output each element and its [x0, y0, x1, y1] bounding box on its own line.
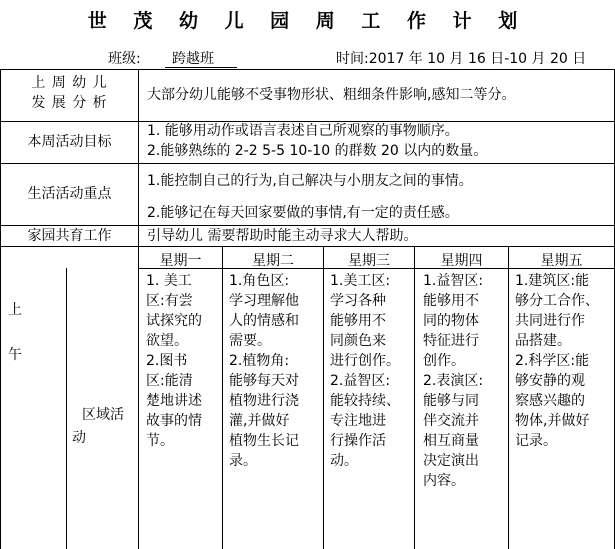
schedule-line: 学习各种 — [330, 293, 386, 309]
period-column-divider — [66, 268, 67, 549]
schedule-line: 2.益智区: — [330, 373, 391, 389]
day-column-divider — [323, 246, 324, 549]
row-label-line: 上 周 幼 儿 — [31, 75, 108, 91]
row-content-goals — [147, 121, 612, 161]
schedule-line: 创作。 — [423, 353, 465, 369]
period-label-bottom: 午 — [8, 347, 22, 363]
schedule-line: 区:能清 — [146, 373, 193, 389]
day-content-thursday — [423, 271, 507, 491]
day-content-monday — [146, 271, 221, 451]
day-header-wednesday: 星期三 — [348, 253, 390, 269]
class-underline — [165, 67, 237, 68]
activity-label-line2: 动 — [72, 430, 86, 446]
schedule-line: 记录。 — [515, 433, 557, 449]
goal-line: 2.能够熟练的 2-2 5-5 10-10 的群数 20 以内的数量。 — [147, 143, 488, 159]
schedule-line: 试探究的 — [146, 313, 202, 329]
row-label-line: 发 展 分 析 — [31, 95, 108, 111]
schedule-line: 内容。 — [423, 473, 465, 489]
schedule-line: 决定演出 — [423, 453, 479, 469]
schedule-line: 1. 美工 — [146, 273, 192, 289]
schedule-line: 1.建筑区:能 — [515, 273, 590, 289]
row-label-life-focus: 生活活动重点 — [27, 186, 112, 202]
schedule-line: 专注地进 — [330, 413, 386, 429]
schedule-line: 2.图书 — [146, 353, 188, 369]
day-content-tuesday — [229, 271, 322, 471]
day-content-wednesday — [330, 271, 413, 471]
schedule-line: 同颜色来 — [330, 333, 386, 349]
schedule-line: 灌,并做好 — [229, 413, 290, 429]
label-column-divider — [138, 69, 139, 549]
schedule-line: 需要。 — [229, 333, 271, 349]
day-header-friday: 星期五 — [540, 253, 583, 269]
schedule-line: 节。 — [146, 433, 174, 449]
class-value: 跨越班 — [172, 51, 214, 67]
schedule-line: 同的物体 — [423, 313, 479, 329]
schedule-line: 植物生长记 — [229, 433, 299, 449]
time-range: 时间:2017 年 10 月 16 日-10 月 20 日 — [336, 51, 587, 67]
schedule-line: 学习理解他 — [229, 293, 299, 309]
row-content-life-focus-2: 2.能够记在每天回家要做的事情,有一定的责任感。 — [147, 205, 459, 221]
goal-line: 1. 能够用动作或语言表述自己所观察的事物顺序。 — [147, 123, 459, 139]
row-label-last-week — [2, 73, 137, 113]
schedule-line: 2.科学区:能 — [515, 353, 590, 369]
schedule-line: 区:有尝 — [146, 293, 193, 309]
row-label-goals: 本周活动目标 — [27, 134, 112, 150]
day-column-divider — [414, 246, 415, 549]
schedule-line: 人的情感和 — [229, 313, 299, 329]
day-content-friday — [515, 271, 613, 451]
schedule-line: 察感兴趣的 — [515, 393, 585, 409]
schedule-line: 动。 — [330, 453, 358, 469]
period-label-top: 上 — [8, 302, 22, 318]
schedule-line: 楚地讲述 — [146, 393, 202, 409]
page-title: 世 茂 幼 儿 园 周 工 作 计 划 — [87, 10, 528, 32]
day-header-monday: 星期一 — [159, 253, 202, 269]
schedule-line: 够分工合作、 — [515, 293, 599, 309]
schedule-line: 能够用不 — [330, 313, 386, 329]
row-divider — [0, 163, 614, 164]
day-header-thursday: 星期四 — [440, 253, 483, 269]
row-content-last-week: 大部分幼儿能够不受事物形状、粗细条件影响,感知二等分。 — [147, 87, 516, 103]
schedule-line: 1.角色区: — [229, 273, 290, 289]
schedule-line: 录。 — [229, 453, 257, 469]
table-border-top — [0, 69, 614, 70]
row-divider — [0, 246, 614, 247]
schedule-line: 1.益智区: — [423, 273, 484, 289]
schedule-line: 能够每天对 — [229, 373, 299, 389]
schedule-line: 1.美工区: — [330, 273, 391, 289]
schedule-line: 共同进行作 — [515, 313, 585, 329]
schedule-line: 欲望。 — [146, 333, 188, 349]
table-border-left — [0, 69, 1, 549]
schedule-line: 进行创作。 — [330, 353, 400, 369]
schedule-line: 故事的情 — [146, 413, 202, 429]
row-label-home-school: 家园共育工作 — [27, 228, 112, 244]
class-label: 班级: — [108, 51, 141, 67]
row-content-life-focus-1: 1.能控制自己的行为,自己解决与小朋友之间的事情。 — [147, 173, 473, 189]
day-column-divider — [222, 246, 223, 549]
day-column-divider — [508, 246, 509, 549]
row-content-home-school: 引导幼儿 需要帮助时能主动寻求大人帮助。 — [147, 228, 418, 244]
schedule-line: 物体,并做好 — [515, 413, 590, 429]
day-header-tuesday: 星期二 — [252, 253, 294, 269]
schedule-line: 特征进行 — [423, 333, 479, 349]
schedule-line: 够安静的观 — [515, 373, 585, 389]
schedule-line: 行操作活 — [330, 433, 386, 449]
schedule-line: 2.植物角: — [229, 353, 290, 369]
schedule-line: 伴交流并 — [423, 413, 479, 429]
schedule-line: 品搭建。 — [515, 333, 571, 349]
activity-label-line1: 区域活 — [82, 407, 124, 423]
schedule-line: 能够与同 — [423, 393, 479, 409]
schedule-line: 能较持续、 — [330, 393, 400, 409]
schedule-line: 2.表演区: — [423, 373, 484, 389]
schedule-line: 能够用不 — [423, 293, 479, 309]
schedule-line: 相互商量 — [423, 433, 479, 449]
schedule-line: 植物进行浇 — [229, 393, 299, 409]
